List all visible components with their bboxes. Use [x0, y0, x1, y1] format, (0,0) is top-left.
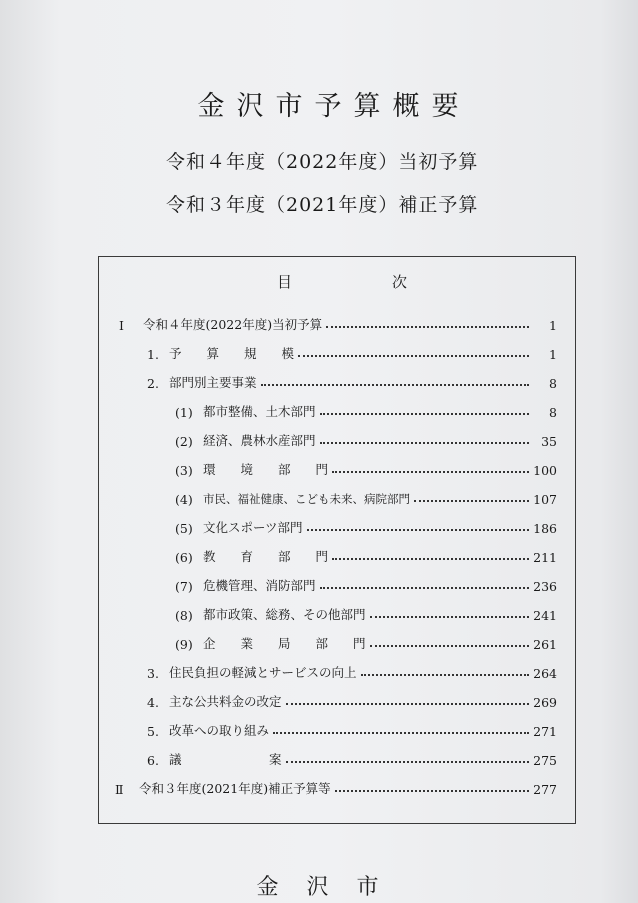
- toc-entry-page: 107: [533, 492, 557, 507]
- toc-entry-label: 文化スポーツ部門: [203, 520, 303, 535]
- toc-entry-label: 令和４年度(2022年度)当初予算: [143, 317, 323, 332]
- toc-entry-page: 271: [533, 724, 557, 739]
- toc-entry[interactable]: [147, 371, 557, 391]
- toc-entry-number: (6): [175, 550, 193, 565]
- subtitle-supplementary-budget: 令和３年度（2021年度）補正予算: [166, 194, 479, 216]
- toc-entry-number: 2.: [147, 376, 159, 391]
- toc-entry[interactable]: [175, 603, 557, 623]
- toc-entry-page: 1: [549, 347, 557, 362]
- toc-entry-number: (4): [175, 492, 193, 507]
- toc-entry[interactable]: [175, 400, 557, 420]
- toc-entry-number: Ⅰ: [119, 318, 124, 333]
- toc-entry-label: 令和３年度(2021年度)補正予算等: [139, 781, 331, 796]
- toc-heading-right: 次: [392, 273, 408, 291]
- toc-heading: [99, 271, 575, 293]
- toc-entry-page: 241: [533, 608, 557, 623]
- toc-entry-page: 100: [533, 463, 557, 478]
- toc-entry[interactable]: [175, 545, 557, 565]
- leader-dots: [320, 442, 529, 444]
- page-title: 金沢市予算概要: [197, 91, 471, 122]
- toc-entry-number: (2): [175, 434, 193, 449]
- leader-dots: [332, 471, 529, 473]
- toc-entry-number: Ⅱ: [115, 782, 124, 797]
- leader-dots: [332, 558, 529, 560]
- toc-entry-label: 都市整備、土木部門: [203, 404, 316, 419]
- leader-dots: [286, 761, 529, 763]
- subtitle-current-budget: 令和４年度（2022年度）当初予算: [166, 151, 479, 173]
- toc-entry[interactable]: [175, 574, 557, 594]
- toc-entry-number: (1): [175, 405, 193, 420]
- toc-entry-page: 269: [533, 695, 557, 710]
- toc-heading-left: 目: [277, 273, 293, 291]
- toc-entry-label: 議 案: [169, 752, 282, 767]
- toc-entry-label: 経済、農林水産部門: [203, 433, 316, 448]
- toc-entry[interactable]: [119, 313, 557, 333]
- toc-entry-number: (3): [175, 463, 193, 478]
- leader-dots: [320, 587, 529, 589]
- publisher-footer: 金沢市: [256, 875, 407, 900]
- leader-dots: [307, 529, 529, 531]
- toc-entry-page: 211: [533, 550, 557, 565]
- toc-entry-page: 277: [533, 782, 557, 797]
- leader-dots: [361, 674, 529, 676]
- toc-entry-label: 改革への取り組み: [169, 723, 270, 738]
- toc-entry-label: 危機管理、消防部門: [203, 578, 316, 593]
- leader-dots: [370, 616, 529, 618]
- toc-entry[interactable]: [115, 777, 557, 797]
- toc-entry-label: 部門別主要事業: [169, 375, 257, 390]
- toc-entry[interactable]: [175, 487, 557, 507]
- toc-entry-page: 275: [533, 753, 557, 768]
- toc-entry-number: 3.: [147, 666, 159, 681]
- leader-dots: [273, 732, 529, 734]
- leader-dots: [261, 384, 529, 386]
- table-of-contents: [98, 256, 576, 824]
- toc-entry-label: 環 境 部 門: [203, 462, 329, 477]
- leader-dots: [326, 326, 529, 328]
- toc-entry-number: (5): [175, 521, 193, 536]
- toc-entry-label: 主な公共料金の改定: [169, 694, 282, 709]
- toc-entry[interactable]: [175, 458, 557, 478]
- toc-entry-page: 1: [549, 318, 557, 333]
- toc-entry-number: (9): [175, 637, 193, 652]
- toc-entry-number: 4.: [147, 695, 159, 710]
- toc-entry-label: 市民、福祉健康、こども未来、病院部門: [203, 492, 410, 506]
- toc-entry[interactable]: [147, 342, 557, 362]
- toc-entry[interactable]: [147, 690, 557, 710]
- toc-entry-number: (7): [175, 579, 193, 594]
- toc-entry[interactable]: [147, 748, 557, 768]
- toc-entry-label: 住民負担の軽減とサービスの向上: [169, 665, 357, 680]
- toc-entry-label: 都市政策、総務、その他部門: [203, 607, 366, 622]
- leader-dots: [414, 500, 529, 502]
- toc-entry[interactable]: [147, 661, 557, 681]
- toc-entry-page: 8: [549, 405, 557, 420]
- toc-entry-number: 6.: [147, 753, 159, 768]
- toc-entry[interactable]: [175, 429, 557, 449]
- toc-entry-page: 35: [541, 434, 557, 449]
- toc-entry-page: 261: [533, 637, 557, 652]
- toc-entry-label: 予 算 規 模: [169, 346, 295, 361]
- toc-entry[interactable]: [175, 632, 557, 652]
- toc-entry-page: 8: [549, 376, 557, 391]
- toc-entry-number: 1.: [147, 347, 159, 362]
- leader-dots: [320, 413, 529, 415]
- toc-entry-label: 教 育 部 門: [203, 549, 329, 564]
- toc-entry-page: 264: [533, 666, 557, 681]
- toc-entry-page: 236: [533, 579, 557, 594]
- leader-dots: [298, 355, 529, 357]
- toc-entry[interactable]: [175, 516, 557, 536]
- toc-entry-number: 5.: [147, 724, 159, 739]
- toc-entry-page: 186: [533, 521, 557, 536]
- toc-entry[interactable]: [147, 719, 557, 739]
- leader-dots: [335, 790, 529, 792]
- toc-entry-number: (8): [175, 608, 193, 623]
- leader-dots: [286, 703, 529, 705]
- leader-dots: [370, 645, 529, 647]
- toc-entry-label: 企 業 局 部 門: [203, 636, 366, 651]
